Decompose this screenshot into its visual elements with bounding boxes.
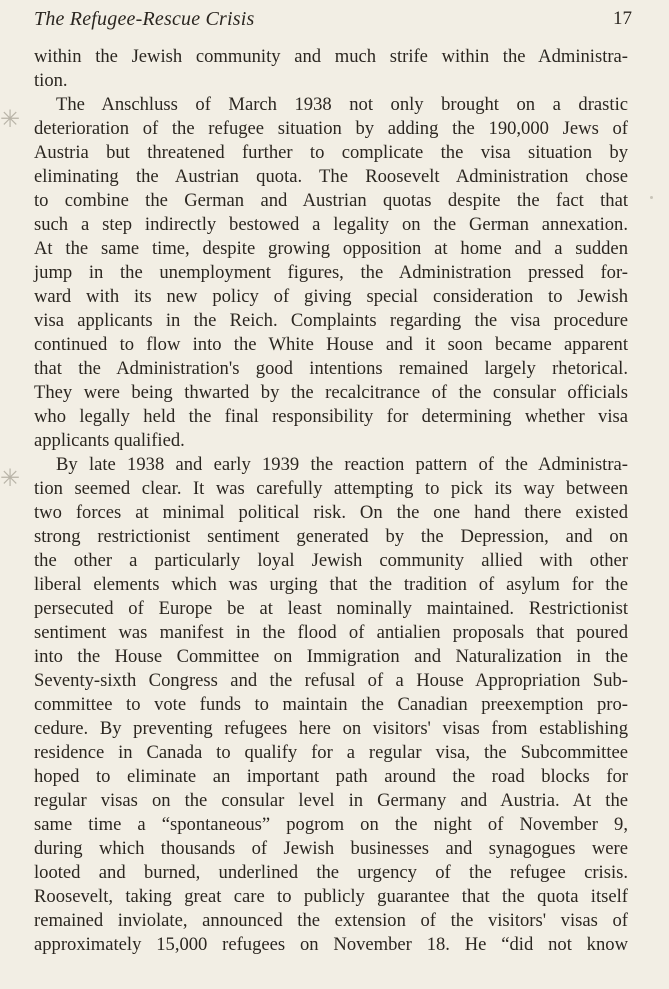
text-line: liberal elements which was urging that the tradition of asylum for the (34, 574, 628, 595)
page-number: 17 (613, 8, 632, 29)
text-line: The Anschluss of March 1938 not only brought on a drastic (56, 94, 628, 115)
text-line: regular visas on the consular level in Germany and Austria. At the (34, 790, 628, 811)
text-line: applicants qualified. (34, 430, 185, 451)
text-line: remained inviolate, announced the extension of the visitors' visas of (34, 910, 628, 931)
text-line: ward with its new policy of giving special consideration to Jewish (34, 286, 628, 307)
text-line: Seventy-sixth Congress and the refusal of a House Appropriation Sub- (34, 670, 628, 691)
text-line: strong restrictionist sentiment generated by the Depression, and on (34, 526, 628, 547)
text-line: persecuted of Europe be at least nominally maintained. Restrictionist (34, 598, 628, 619)
text-line: same time a “spontaneous” pogrom on the night of November 9, (34, 814, 628, 835)
text-line: continued to flow into the White House and it soon became apparent (34, 334, 628, 355)
text-line: tion seemed clear. It was carefully attempting to pick its way between (34, 478, 628, 499)
text-line: They were being thwarted by the recalcitrance of the consular officials (34, 382, 628, 403)
text-line: visa applicants in the Reich. Complaints regarding the visa procedure (34, 310, 628, 331)
text-line: deterioration of the refugee situation by adding the 190,000 Jews of (34, 118, 628, 139)
paper-speck (650, 196, 653, 199)
text-line: eliminating the Austrian quota. The Roosevelt Administration chose (34, 166, 628, 187)
text-line: committee to vote funds to maintain the Canadian preexemption pro- (34, 694, 628, 715)
text-line: to combine the German and Austrian quotas despite the fact that (34, 190, 628, 211)
text-line: By late 1938 and early 1939 the reaction pattern of the Administra- (56, 454, 628, 475)
text-line: such a step indirectly bestowed a legality on the German annexation. (34, 214, 628, 235)
text-line: cedure. By preventing refugees here on visitors' visas from establishing (34, 718, 628, 739)
text-line: the other a particularly loyal Jewish community allied with other (34, 550, 628, 571)
running-title: The Refugee-Rescue Crisis (34, 8, 255, 30)
text-line: hoped to eliminate an important path around the road blocks for (34, 766, 628, 787)
text-line: into the House Committee on Immigration and Naturalization in the (34, 646, 628, 667)
text-line: looted and burned, underlined the urgency of the refugee crisis. (34, 862, 628, 883)
text-line: sentiment was manifest in the flood of antialien proposals that poured (34, 622, 628, 643)
text-line: Roosevelt, taking great care to publicly guarantee that the quota itself (34, 886, 628, 907)
text-line: Austria but threatened further to complicate the visa situation by (34, 142, 628, 163)
text-line: At the same time, despite growing opposition at home and a sudden (34, 238, 628, 259)
text-line: jump in the unemployment figures, the Administration pressed for- (34, 262, 628, 283)
text-line: within the Jewish community and much strife within the Administra- (34, 46, 628, 67)
text-line: two forces at minimal political risk. On the one hand there existed (34, 502, 628, 523)
body-text (34, 45, 628, 957)
text-line: approximately 15,000 refugees on November 18. He “did not know (34, 934, 628, 955)
text-line: during which thousands of Jewish businesses and synagogues were (34, 838, 628, 859)
margin-mark-icon: ✳ (0, 107, 21, 133)
text-line: tion. (34, 70, 68, 91)
margin-mark-icon: ✳ (0, 466, 21, 492)
text-line: residence in Canada to qualify for a regular visa, the Subcommittee (34, 742, 628, 763)
text-line: who legally held the final responsibility for determining whether visa (34, 406, 628, 427)
text-line: that the Administration's good intentions remained largely rhetorical. (34, 358, 628, 379)
